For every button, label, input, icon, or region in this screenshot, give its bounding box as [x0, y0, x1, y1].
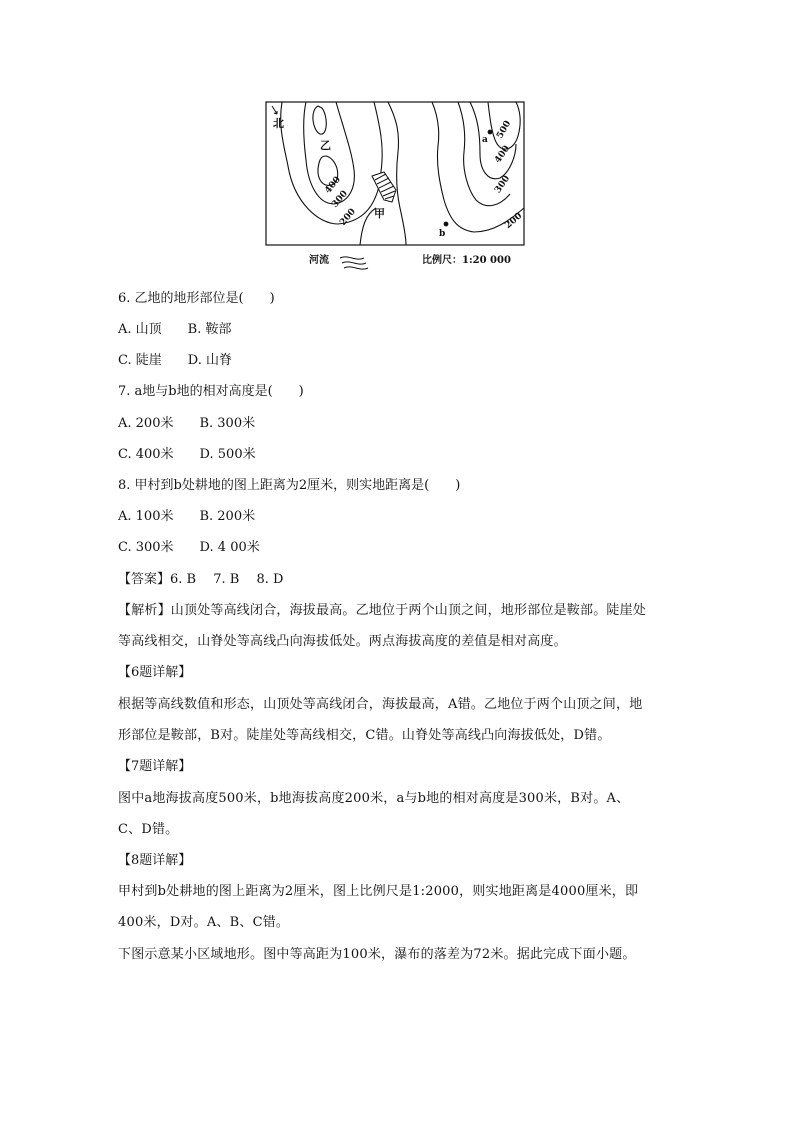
- question-8-options-1: A. 100米 B. 200米: [118, 509, 256, 524]
- contour-label-200-left: 200: [338, 206, 358, 228]
- river-label: 河流: [309, 255, 329, 266]
- contour-label-500: 500: [495, 119, 514, 141]
- point-a-dot: [488, 130, 493, 135]
- point-b-dot: [444, 222, 449, 227]
- contour-label-300-left: 300: [330, 188, 350, 210]
- question-8-stem: 8. 甲村到b处耕地的图上距离为2厘米，则实地距离是( ): [118, 478, 461, 493]
- contour-label-300-right: 300: [493, 174, 513, 196]
- question-7-options-2: C. 400米 D. 500米: [118, 447, 256, 462]
- contour-label-400-right: 400: [493, 144, 513, 166]
- analysis-line-2: 等高线相交，山脊处等高线凸向海拔低处。两点海拔高度的差值是相对高度。: [118, 634, 567, 649]
- scale-label: 比例尺：1:20 000: [422, 255, 511, 266]
- detail-6-line-1: 根据等高线数值和形态，山顶处等高线闭合，海拔最高，A错。乙地位于两个山顶之间，地: [118, 697, 643, 712]
- question-6-stem: 6. 乙地的地形部位是( ): [118, 291, 275, 306]
- point-a-label: a: [482, 135, 488, 145]
- question-8-options-2: C. 300米 D. 4 00米: [118, 540, 260, 555]
- answer-line: 【答案】6. B 7. B 8. D: [118, 572, 284, 587]
- question-6-options-2: C. 陡崖 D. 山脊: [118, 353, 232, 368]
- detail-8-line-2: 400米，D对。A、B、C错。: [118, 915, 290, 930]
- detail-7-title: 【7题详解】: [118, 759, 192, 774]
- contour-middle-200: [388, 102, 406, 245]
- detail-8-line-1: 甲村到b处耕地的图上距离为2厘米，图上比例尺是1:2000，则实地距离是4000厘米，即: [118, 884, 639, 899]
- contour-label-200-right: 200: [503, 211, 525, 231]
- analysis-line-1: 【解析】山顶处等高线闭合，海拔最高。乙地位于两个山顶之间，地形部位是鞍部。陡崖处: [118, 603, 647, 618]
- closing-line: 下图示意某小区域地形。图中等高距为100米，瀑布的落差为72米。据此完成下面小题。: [118, 947, 636, 962]
- question-6-options-1: A. 山顶 B. 鞍部: [118, 322, 232, 337]
- question-7-options-1: A. 200米 B. 300米: [118, 416, 256, 431]
- yi-label: 乙: [320, 139, 331, 152]
- contour-closed-top: [313, 106, 326, 134]
- topographic-map-figure: [264, 100, 529, 272]
- detail-8-title: 【8题详解】: [118, 853, 192, 868]
- north-arrow-icon: [272, 106, 277, 114]
- detail-7-line-1: 图中a地海拔高度500米，b地海拔高度200米，a与b地的相对高度是300米，B对。A、: [118, 791, 630, 806]
- contour-map: [264, 100, 529, 272]
- contour-right-400: [470, 102, 516, 179]
- river-symbol: [340, 257, 368, 269]
- detail-6-title: 【6题详解】: [118, 665, 192, 680]
- point-b-label: b: [439, 229, 446, 239]
- detail-7-line-2: C、D错。: [118, 822, 179, 837]
- contour-left-200: [281, 102, 382, 224]
- jia-label: 甲: [374, 207, 385, 220]
- contour-label-400-left: 400: [323, 174, 343, 196]
- north-label: 北: [273, 117, 284, 130]
- detail-6-line-2: 形部位是鞍部，B对。陡崖处等高线相交，C错。山脊处等高线凸向海拔低处，D错。: [118, 728, 611, 743]
- question-7-stem: 7. a地与b地的相对高度是( ): [118, 384, 304, 399]
